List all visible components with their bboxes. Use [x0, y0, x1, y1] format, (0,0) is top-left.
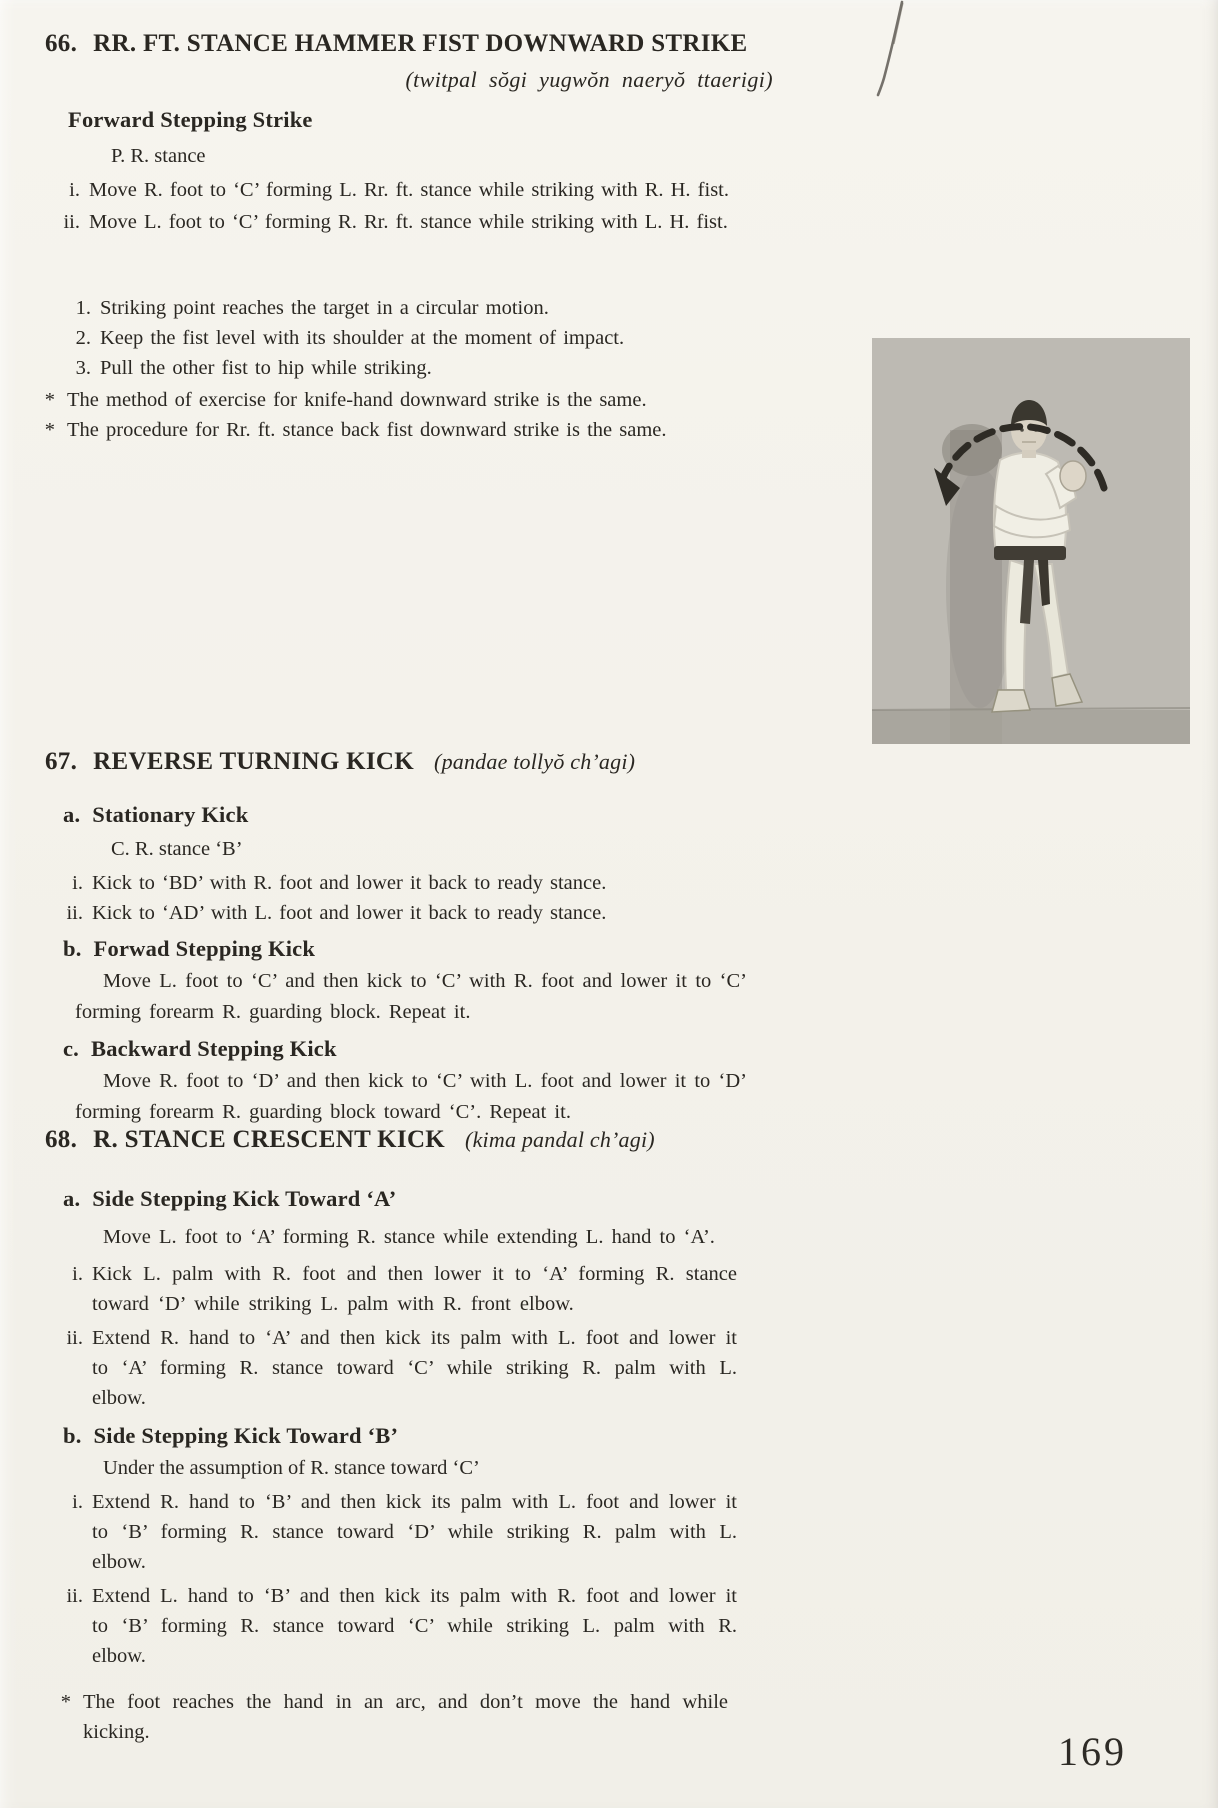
subsection-letter: a.	[63, 1186, 81, 1211]
step-text: Kick to ‘AD’ with L. foot and lower it back to ready stance.	[92, 902, 607, 924]
step-text: Kick L. palm with R. foot and then lower it to ‘A’ forming R. stance toward ‘D’ while striking L. palm with R. front elbow.	[92, 1263, 737, 1315]
subsection-b-title	[63, 936, 885, 962]
step-item	[45, 1259, 895, 1319]
asterisk-marker: *	[44, 419, 55, 441]
step-text: Extend R. hand to ‘A’ and then kick its palm with L. foot and lower it to ‘A’ forming R. stance toward ‘C’ while striking R. palm with L. elbow.	[92, 1327, 737, 1409]
step-marker: ii.	[66, 1327, 83, 1349]
subsection-letter: b.	[63, 936, 82, 961]
step-marker: i.	[72, 1491, 83, 1513]
note-text: The procedure for Rr. ft. stance back fist downward strike is the same.	[67, 419, 667, 441]
step-text: Kick to ‘BD’ with R. foot and lower it back to ready stance.	[92, 872, 607, 894]
subsection-a-body: Move L. foot to ‘A’ forming R. stance while extending L. hand to ‘A’.	[103, 1226, 715, 1248]
section-66-heading	[45, 30, 1175, 58]
stance-line: P. R. stance	[111, 145, 206, 167]
subsection-a-title	[63, 1186, 895, 1212]
point-number: 1.	[75, 297, 91, 319]
step-marker: ii.	[66, 1585, 83, 1607]
step-item	[45, 1487, 895, 1577]
section-number: 68.	[45, 1126, 78, 1153]
step-marker: i.	[72, 872, 83, 894]
step-text: Move R. foot to ‘C’ forming L. Rr. ft. stance while striking with R. H. fist.	[89, 179, 730, 201]
step-item	[45, 207, 1175, 237]
subsection-b-body: Under the assumption of R. stance toward ‘C’	[103, 1457, 480, 1479]
note-text: The foot reaches the hand in an arc, and don’t move the hand while kicking.	[83, 1691, 728, 1743]
step-marker: i.	[72, 1263, 83, 1285]
subsection-title: Forward Stepping Strike	[68, 107, 313, 132]
martial-artist-figure	[872, 338, 1190, 744]
asterisk-marker: *	[60, 1691, 71, 1713]
step-text: Move L. foot to ‘C’ forming R. Rr. ft. stance while striking with L. H. fist.	[89, 211, 728, 233]
subsection-letter: c.	[63, 1036, 80, 1061]
point-number: 2.	[75, 327, 91, 349]
step-item	[45, 898, 885, 928]
subsection-label: Forwad Stepping Kick	[93, 936, 316, 961]
step-item	[45, 1581, 895, 1671]
romanization: (kima pandal ch’agi)	[465, 1127, 655, 1152]
page-number: 169	[1058, 1729, 1127, 1774]
point-item	[45, 293, 1175, 323]
section-number: 66.	[45, 30, 78, 57]
step-marker: i.	[69, 179, 80, 201]
subsection-letter: a.	[63, 802, 81, 827]
stance-line: C. R. stance ‘B’	[111, 838, 243, 860]
step-marker: ii.	[63, 211, 80, 233]
subsection-c-title	[63, 1036, 885, 1062]
subsection-a-title	[63, 802, 885, 828]
point-text: Striking point reaches the target in a circular motion.	[100, 297, 549, 319]
section-68	[45, 1126, 895, 1747]
section-title: REVERSE TURNING KICK	[93, 748, 415, 775]
section-title: R. STANCE CRESCENT KICK	[93, 1126, 446, 1153]
step-marker: ii.	[66, 902, 83, 924]
step-item	[45, 175, 1175, 205]
section-title: RR. FT. STANCE HAMMER FIST DOWNWARD STRIKE	[93, 30, 748, 57]
subsection-label: Backward Stepping Kick	[91, 1036, 337, 1061]
note-text: The method of exercise for knife-hand downward strike is the same.	[67, 389, 647, 411]
section-67	[45, 748, 885, 1128]
romanization: (pandae tollyŏ ch’agi)	[434, 749, 636, 774]
step-item	[45, 868, 885, 898]
section-number: 67.	[45, 748, 78, 775]
step-text: Extend L. hand to ‘B’ and then kick its palm with R. foot and lower it to ‘B’ forming R. stance toward ‘C’ while striking L. palm with R. elbow.	[92, 1585, 737, 1667]
romanization: (twitpal sŏgi yugwŏn naeryŏ ttaerigi)	[405, 67, 773, 92]
subsection-label: Side Stepping Kick Toward ‘A’	[92, 1186, 397, 1211]
point-text: Pull the other fist to hip while striking.	[100, 357, 432, 379]
step-item	[45, 1323, 895, 1413]
subsection-letter: b.	[63, 1423, 82, 1448]
subsection-c-body: Move R. foot to ‘D’ and then kick to ‘C’ with L. foot and lower it to ‘D’ forming forearm R. guarding block toward ‘C’. Repeat it.	[75, 1070, 747, 1123]
section-67-heading	[45, 748, 885, 776]
asterisk-marker: *	[44, 389, 55, 411]
point-text: Keep the fist level with its shoulder at the moment of impact.	[100, 327, 625, 349]
subsection-label: Stationary Kick	[92, 802, 249, 827]
subsection-label: Side Stepping Kick Toward ‘B’	[93, 1423, 399, 1448]
technique-photo	[872, 338, 1190, 744]
subsection-b-body: Move L. foot to ‘C’ and then kick to ‘C’ with R. foot and lower it to ‘C’ forming forearm R. guarding block. Repeat it.	[75, 970, 747, 1023]
note-item	[45, 1687, 895, 1747]
subsection-b-title	[63, 1423, 895, 1449]
point-number: 3.	[75, 357, 91, 379]
step-text: Extend R. hand to ‘B’ and then kick its palm with L. foot and lower it to ‘B’ forming R. stance toward ‘D’ while striking R. palm with L. elbow.	[92, 1491, 737, 1573]
section-68-heading	[45, 1126, 895, 1154]
